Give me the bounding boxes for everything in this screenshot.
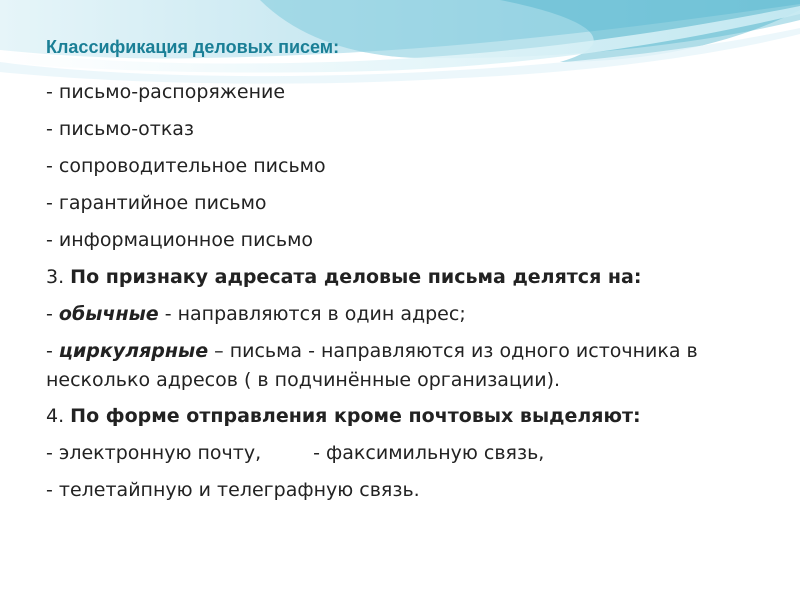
circular-term: циркулярные (58, 340, 209, 362)
ordinary-description: - направляются в один адрес; (158, 303, 466, 325)
section-3-heading (46, 259, 766, 296)
section-4-heading-text: По форме отправления кроме почтовых выделяют: (70, 405, 641, 427)
circular-description: – письма - направляются из одного источника в несколько адресов ( в подчинённые организации). (46, 340, 698, 391)
list-item: - гарантийное письмо (46, 192, 267, 214)
forms-item-email-fax (46, 435, 766, 472)
slide-title: Классификация деловых писем: (46, 37, 340, 57)
list-item: - сопроводительное письмо (46, 155, 326, 177)
section-4-heading (46, 398, 766, 435)
ordinary-term: обычные (58, 303, 159, 325)
ordinary-letters-item (46, 296, 766, 333)
circular-prefix: - (46, 340, 59, 362)
section-3-heading-text: По признаку адресата деловые письма делятся на: (70, 266, 642, 288)
email-form: - электронную почту, (46, 442, 262, 464)
circular-letters-item (46, 333, 766, 398)
ordinary-prefix: - (46, 303, 59, 325)
forms-item-teletype: - телетайпную и телеграфную связь. (46, 479, 420, 501)
list-item: - информационное письмо (46, 229, 314, 251)
section-3-number: 3. (46, 266, 71, 288)
list-item: - письмо-распоряжение (46, 81, 286, 103)
section-4-number: 4. (46, 405, 71, 427)
list-item: - письмо-отказ (46, 118, 195, 140)
content-list (46, 74, 766, 509)
fax-form: - факсимильную связь, (313, 442, 545, 464)
